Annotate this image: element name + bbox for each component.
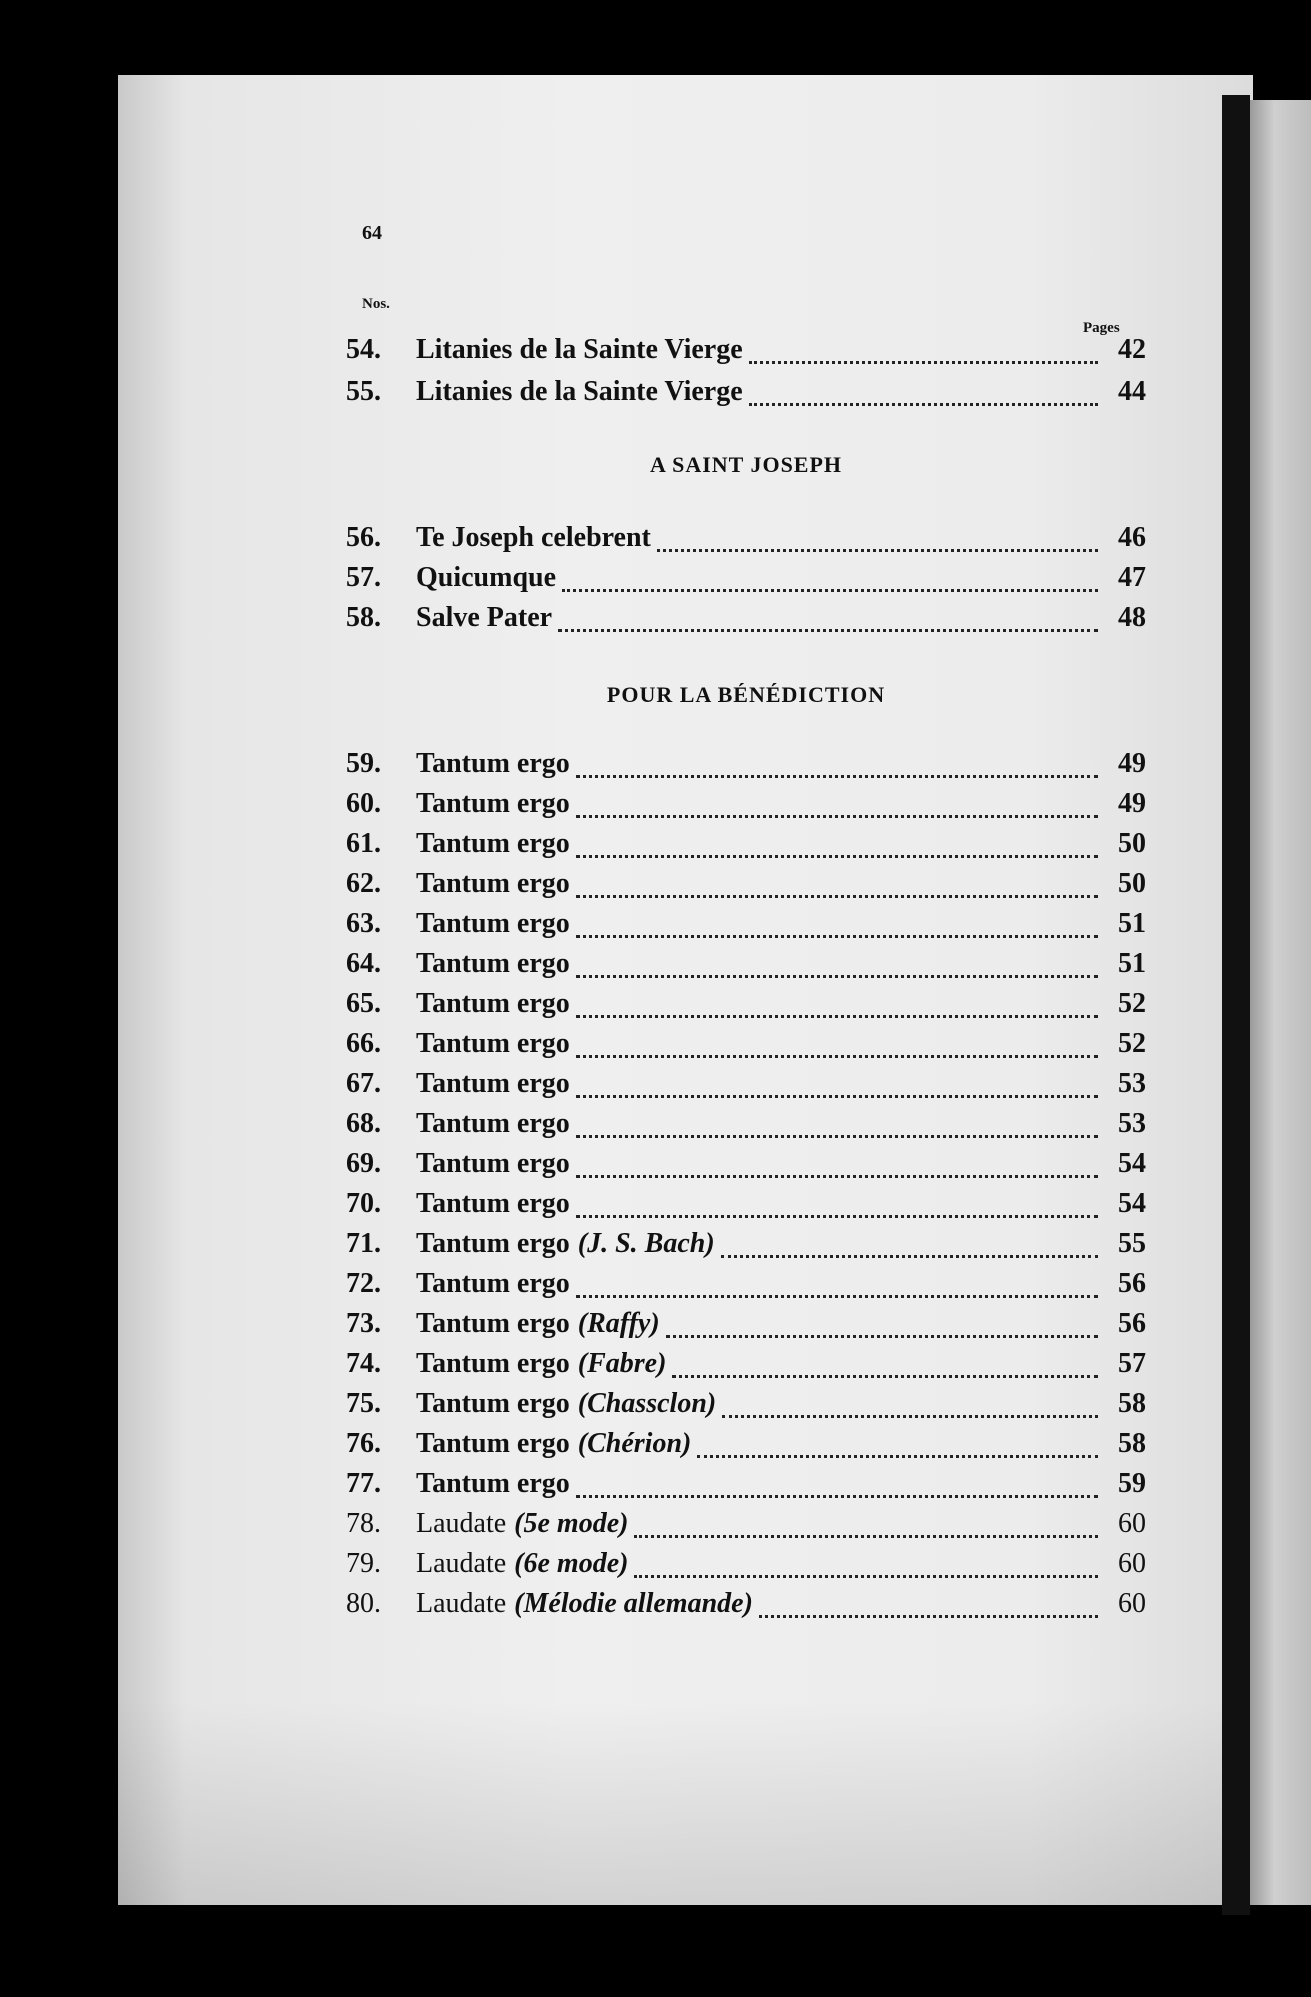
entry-title: Tantum ergo (416, 828, 570, 859)
entry-page: 51 (1118, 948, 1146, 979)
toc-entry (346, 376, 1146, 416)
dot-leader (576, 895, 1098, 898)
column-header-numbers: Nos. (362, 296, 390, 312)
dot-leader (576, 975, 1098, 978)
toc-entry (346, 1188, 1146, 1228)
entry-title: Tantum ergo (416, 788, 570, 819)
dot-leader (576, 1135, 1098, 1138)
entry-mode: (6e mode) (514, 1548, 629, 1579)
entry-number: 76. (346, 1428, 381, 1459)
entry-melody: (Mélodie allemande) (514, 1588, 753, 1619)
entry-number: 79. (346, 1548, 381, 1579)
entry-title: Tantum ergo (416, 988, 570, 1019)
toc-entry (346, 908, 1146, 948)
entry-title: Tantum ergo (416, 948, 570, 979)
dot-leader (576, 1015, 1098, 1018)
toc-entry (346, 1548, 1146, 1588)
toc-entry (346, 1388, 1146, 1428)
toc-entry (346, 1348, 1146, 1388)
entry-number: 80. (346, 1588, 381, 1619)
section-heading: POUR LA BÉNÉDICTION (606, 682, 886, 707)
entry-title: Tantum ergo (416, 1388, 570, 1419)
dot-leader (749, 361, 1098, 364)
entry-page: 56 (1118, 1308, 1146, 1339)
facing-page-edge (1250, 100, 1311, 1905)
toc-entry (346, 1508, 1146, 1548)
entry-title: Salve Pater (416, 602, 553, 633)
entry-number: 59. (346, 748, 381, 779)
entry-composer: (Raffy) (577, 1308, 660, 1339)
entry-page: 60 (1118, 1588, 1146, 1619)
entry-number: 77. (346, 1468, 381, 1499)
toc-entry (346, 828, 1146, 868)
section-heading: A SAINT JOSEPH (649, 452, 843, 477)
entry-composer: (Chassclon) (577, 1388, 717, 1419)
dot-leader (576, 815, 1098, 818)
dot-leader (576, 1095, 1098, 1098)
page-shadow (118, 1700, 1253, 1905)
entry-number: 71. (346, 1228, 381, 1259)
entry-title: Tantum ergo (416, 1428, 570, 1459)
toc-entry (346, 602, 1146, 642)
entry-title: Tantum ergo (416, 1068, 570, 1099)
entry-number: 66. (346, 1028, 381, 1059)
entry-page: 49 (1118, 748, 1146, 779)
column-header-pages: Pages (1083, 320, 1120, 336)
entry-title: Tantum ergo (416, 1228, 570, 1259)
entry-title: Litanies de la Sainte Vierge (416, 334, 743, 365)
entry-number: 78. (346, 1508, 381, 1539)
toc-entry (346, 1468, 1146, 1508)
entry-number: 56. (346, 522, 381, 553)
toc-entry (346, 948, 1146, 988)
entry-title: Laudate (416, 1508, 507, 1539)
toc-entry (346, 788, 1146, 828)
entry-page: 50 (1118, 828, 1146, 859)
entry-number: 60. (346, 788, 381, 819)
toc-entry (346, 1028, 1146, 1068)
entry-number: 58. (346, 602, 381, 633)
book-spine (1222, 95, 1250, 1915)
entry-title: Tantum ergo (416, 908, 570, 939)
entry-page: 53 (1118, 1068, 1146, 1099)
entry-page: 50 (1118, 868, 1146, 899)
entry-composer: (Chérion) (577, 1428, 692, 1459)
entry-composer: (Fabre) (577, 1348, 667, 1379)
toc-entry (346, 1268, 1146, 1308)
entry-number: 63. (346, 908, 381, 939)
entry-title: Tantum ergo (416, 748, 570, 779)
dot-leader (672, 1375, 1098, 1378)
dot-leader (666, 1335, 1098, 1338)
toc-entry (346, 1308, 1146, 1348)
dot-leader (576, 1215, 1098, 1218)
entry-page: 42 (1118, 334, 1146, 365)
entry-title: Te Joseph celebrent (416, 522, 651, 553)
entry-number: 69. (346, 1148, 381, 1179)
entry-page: 58 (1118, 1388, 1146, 1419)
entry-title: Laudate (416, 1548, 507, 1579)
entry-composer: (J. S. Bach) (577, 1228, 715, 1259)
dot-leader (576, 1495, 1098, 1498)
entry-number: 72. (346, 1268, 381, 1299)
page-number: 64 (362, 222, 382, 244)
entry-title: Tantum ergo (416, 1148, 570, 1179)
entry-title: Tantum ergo (416, 1028, 570, 1059)
entry-page: 52 (1118, 988, 1146, 1019)
entry-page: 49 (1118, 788, 1146, 819)
entry-page: 55 (1118, 1228, 1146, 1259)
entry-number: 55. (346, 376, 381, 407)
toc-entry (346, 1068, 1146, 1108)
toc-entry (346, 1588, 1146, 1628)
dot-leader (576, 855, 1098, 858)
toc-entry (346, 868, 1146, 908)
dot-leader (634, 1535, 1098, 1538)
entry-number: 73. (346, 1308, 381, 1339)
entry-page: 52 (1118, 1028, 1146, 1059)
entry-number: 75. (346, 1388, 381, 1419)
entry-number: 67. (346, 1068, 381, 1099)
dot-leader (721, 1255, 1098, 1258)
dot-leader (576, 1295, 1098, 1298)
entry-number: 61. (346, 828, 381, 859)
entry-page: 56 (1118, 1268, 1146, 1299)
toc-entry (346, 1428, 1146, 1468)
dot-leader (576, 775, 1098, 778)
entry-number: 74. (346, 1348, 381, 1379)
entry-page: 44 (1118, 376, 1146, 407)
toc-entry (346, 1148, 1146, 1188)
dot-leader (576, 1175, 1098, 1178)
entry-page: 48 (1118, 602, 1146, 633)
entry-number: 65. (346, 988, 381, 1019)
entry-title: Quicumque (416, 562, 557, 593)
entry-title: Laudate (416, 1588, 507, 1619)
toc-entry (346, 562, 1146, 602)
entry-title: Tantum ergo (416, 1348, 570, 1379)
dot-leader (697, 1455, 1098, 1458)
entry-page: 59 (1118, 1468, 1146, 1499)
entry-title: Tantum ergo (416, 868, 570, 899)
dot-leader (558, 629, 1098, 632)
entry-number: 68. (346, 1108, 381, 1139)
entry-title: Tantum ergo (416, 1308, 570, 1339)
dot-leader (576, 1055, 1098, 1058)
entry-title: Litanies de la Sainte Vierge (416, 376, 743, 407)
entry-title: Tantum ergo (416, 1268, 570, 1299)
entry-title: Tantum ergo (416, 1468, 570, 1499)
dot-leader (657, 549, 1098, 552)
entry-page: 47 (1118, 562, 1146, 593)
entry-number: 70. (346, 1188, 381, 1219)
entry-number: 62. (346, 868, 381, 899)
dot-leader (634, 1575, 1098, 1578)
entry-title: Tantum ergo (416, 1188, 570, 1219)
dot-leader (562, 589, 1098, 592)
entry-number: 64. (346, 948, 381, 979)
toc-entry (346, 1228, 1146, 1268)
toc-entry (346, 334, 1146, 374)
dot-leader (722, 1415, 1098, 1418)
entry-page: 60 (1118, 1548, 1146, 1579)
toc-entry (346, 1108, 1146, 1148)
entry-number: 54. (346, 334, 381, 365)
entry-title: Tantum ergo (416, 1108, 570, 1139)
toc-entry (346, 522, 1146, 562)
toc-entry (346, 988, 1146, 1028)
entry-page: 54 (1118, 1188, 1146, 1219)
dot-leader (749, 403, 1098, 406)
dot-leader (759, 1615, 1098, 1618)
entry-page: 46 (1118, 522, 1146, 553)
entry-mode: (5e mode) (514, 1508, 629, 1539)
entry-page: 54 (1118, 1148, 1146, 1179)
entry-page: 57 (1118, 1348, 1146, 1379)
entry-page: 51 (1118, 908, 1146, 939)
entry-page: 53 (1118, 1108, 1146, 1139)
toc-entry (346, 748, 1146, 788)
entry-page: 58 (1118, 1428, 1146, 1459)
entry-number: 57. (346, 562, 381, 593)
dot-leader (576, 935, 1098, 938)
entry-page: 60 (1118, 1508, 1146, 1539)
